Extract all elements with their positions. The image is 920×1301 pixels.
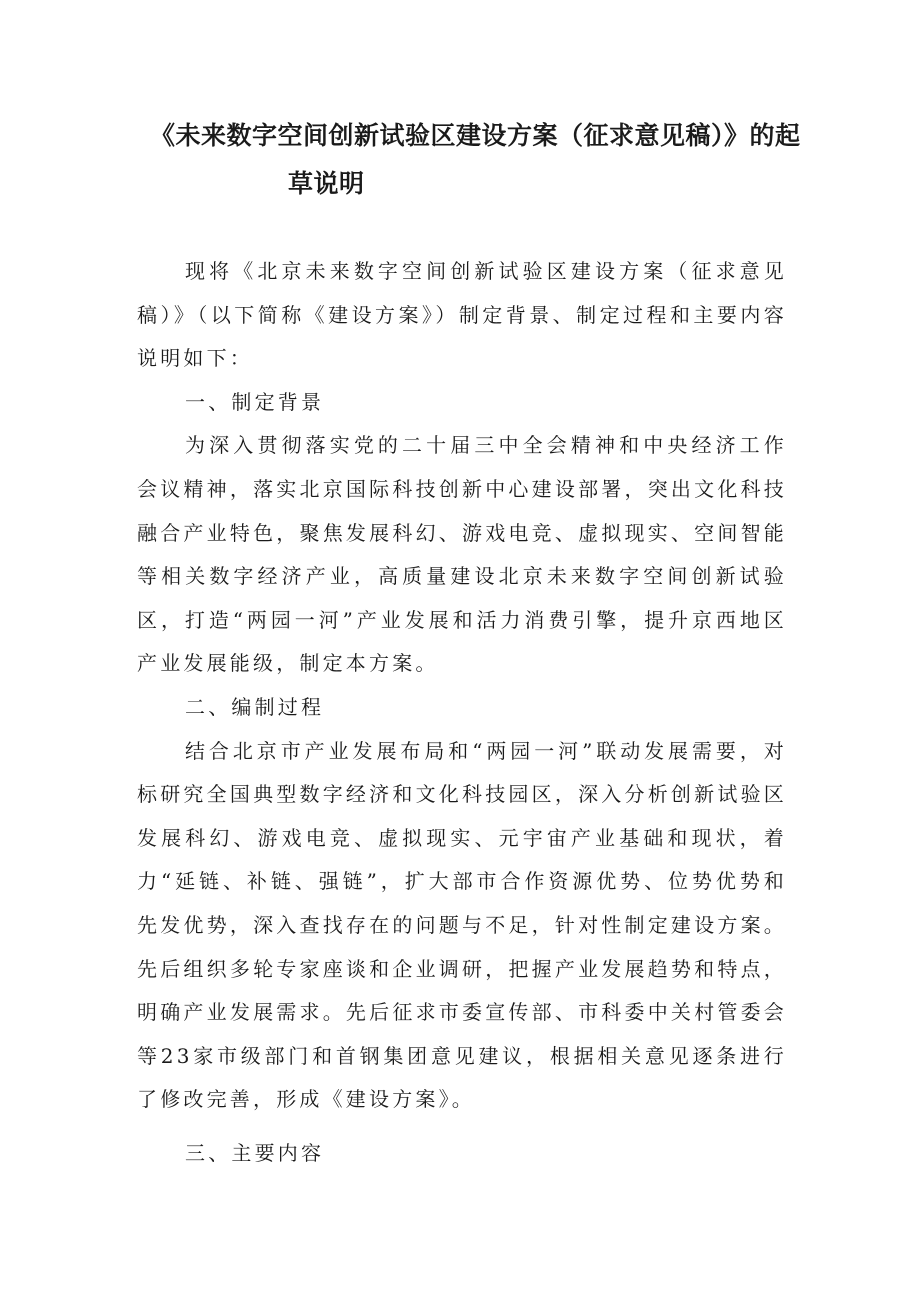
document-title xyxy=(150,112,810,208)
section-body-process: 结合北京市产业发展布局和“两园一河”联动发展需要，对标研究全国典型数字经济和文化科技园区，深入分析创新试验区发展科幻、游戏电竞、虚拟现实、元宇宙产业基础和现状，着力“延链、补链、强链”，扩大部市合作资源优势、位势优势和先发优势，深入查找存在的问题与不足，针对性制定建设方案。先后组织多轮专家座谈和企业调研，把握产业发展趋势和特点，明确产业发展需求。先后征求市委宣传部、市科委中关村管委会等23家市级部门和首钢集团意见建议，根据相关意见逐条进行了修改完善，形成《建设方案》。 xyxy=(137,738,787,1112)
document-body xyxy=(137,250,787,1175)
section-heading-background: 一、制定背景 xyxy=(185,389,325,414)
title-line-2: 草说明 xyxy=(288,169,365,198)
section-body-background: 为深入贯彻落实党的二十届三中全会精神和中央经济工作会议精神，落实北京国际科技创新中心建设部署，突出文化科技融合产业特色，聚焦发展科幻、游戏电竞、虚拟现实、空间智能等相关数字经济产业，高质量建设北京未来数字空间创新试验区，打造“两园一河”产业发展和活力消费引擎，提升京西地区产业发展能级，制定本方案。 xyxy=(137,433,787,676)
intro-paragraph: 现将《北京未来数字空间创新试验区建设方案（征求意见稿）》（以下简称《建设方案》）制定背景、制定过程和主要内容说明如下： xyxy=(137,259,787,371)
section-heading-content: 三、主要内容 xyxy=(185,1140,325,1165)
title-line-1: 《未来数字空间创新试验区建设方案（征求意见稿）》的起 xyxy=(150,121,801,150)
section-heading-process: 二、编制过程 xyxy=(185,694,325,719)
